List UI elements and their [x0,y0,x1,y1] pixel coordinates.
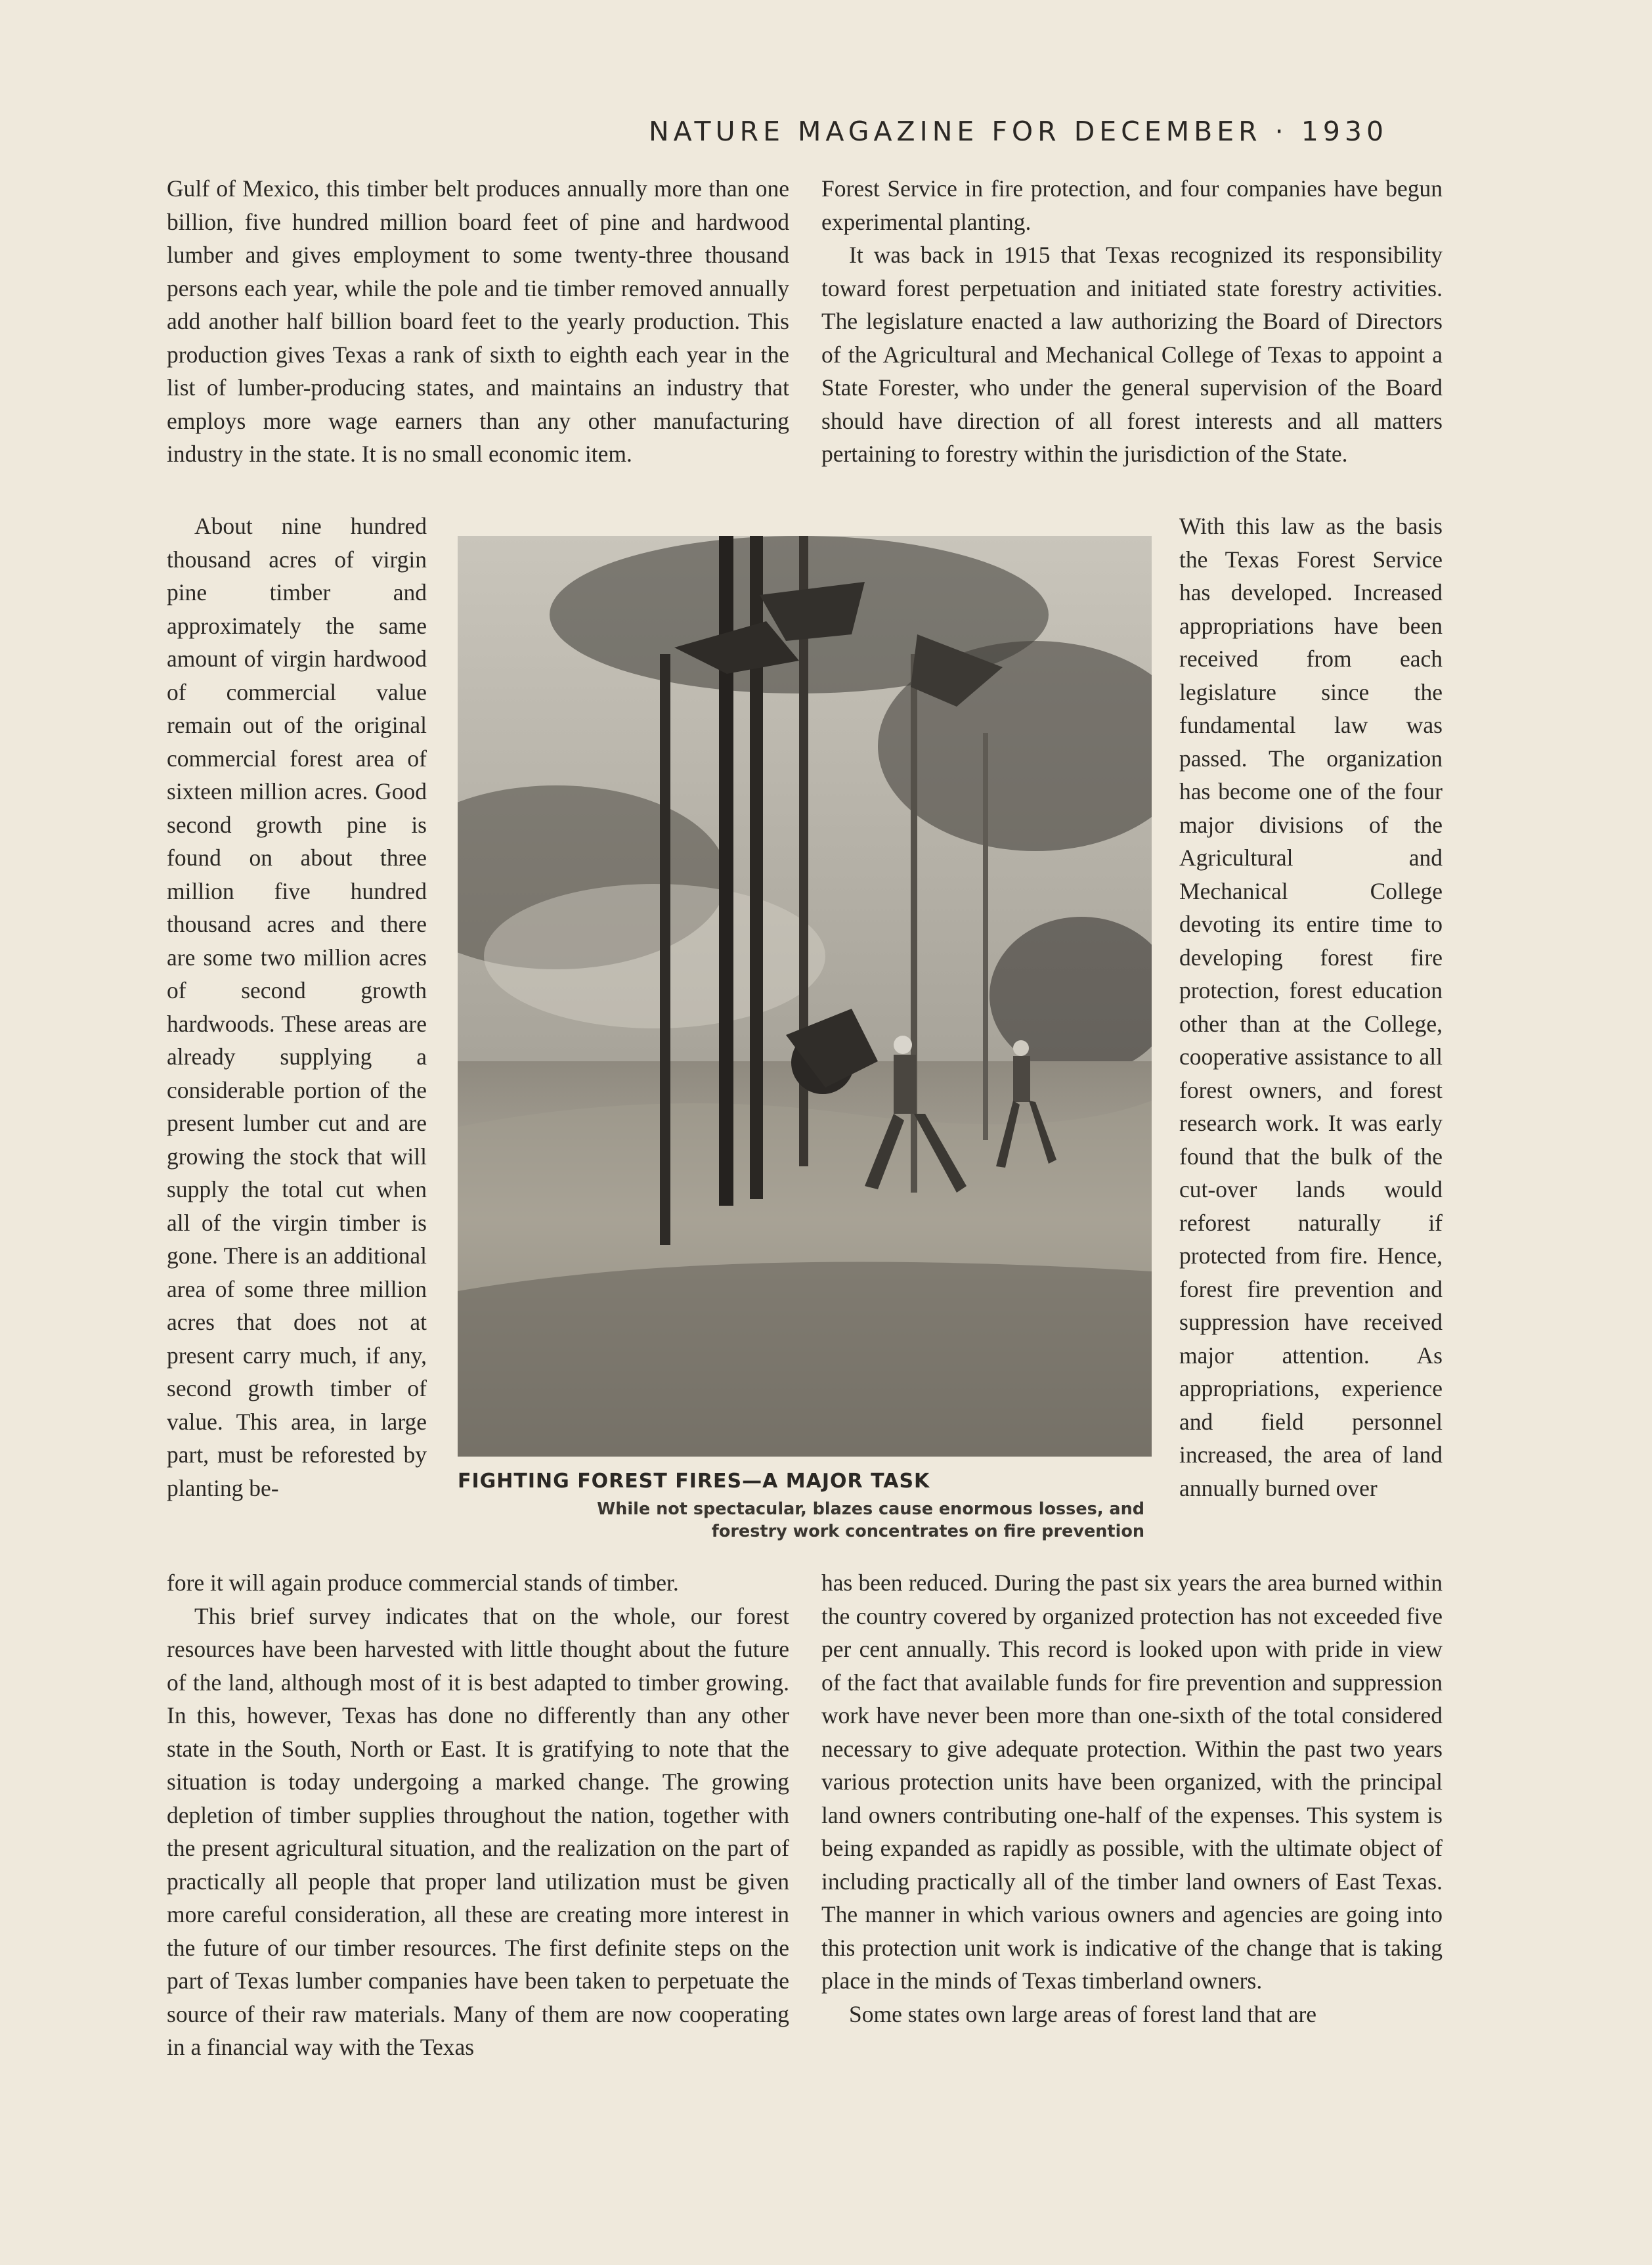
photo-men-fighting-forest-fire [458,536,1152,1457]
running-header: NATURE MAGAZINE FOR DECEMBER · 1930 [649,116,1389,147]
caption-line: forestry work concentrates on fire prevention [711,1522,1144,1541]
right-column-top [821,172,1443,471]
paragraph: This brief survey indicates that on the whole, our forest resources have been harvested with little thought about the future of the land, although most of it is best adapted to timber growing. In this, however, Texas has done no differently than any other state in the South, North or East. It is gratifying to note that the situation is today undergoing a marked change. The growing depletion of timber supplies throughout the nation, together with the present agricultural situation, and the realization on the part of practically all people that proper land utilization must be given more careful consideration, all these are creating more interest in the future of our timber resources. The first definite steps on the part of Texas lumber companies have been taken to perpetuate the source of their raw materials. Many of them are now cooperating in a financial way with the Texas [167,1602,789,2060]
figure-caption-text [458,1498,1144,1543]
left-column-bottom [167,1566,789,2064]
paragraph: With this law as the basis the Texas Forest Service has developed. Increased appropriations have been received from each legislature since the fundamental law was passed. The organization has become one of the four major divisions of the Agricultural and Mechanical College devoting its entire time to developing forest fire protection, forest education other than at the College, cooperative assistance to all forest owners, and forest research work. It was early found that the bulk of the cut-over lands would reforest naturally if protected from fire. Hence, forest fire prevention and suppression have received major attention. As appropriations, experience and field personnel increased, the area of land annually burned over [1179,513,1443,1501]
paragraph: Forest Service in fire protection, and four companies have begun experimental planting. [821,175,1443,235]
right-column-wrap [1179,510,1443,1505]
paragraph: has been reduced. During the past six years the area burned within the country covered by organized protection has not exceeded five per cent annually. This record is looked upon with pride in view of the fact that available funds for fire prevention and suppression work have never been more than one-sixth of the total considered necessary to give adequate protection. Within the past two years various protection units have been organized, with the principal land owners contributing one-half of the expenses. This system is being expanded as rapidly as possible, with the ultimate object of including practically all of the timber land owners of East Texas. The manner in which various owners and agencies are going into this protection unit work is indicative of the change that is taking place in the minds of Texas timberland owners. [821,1570,1443,1994]
paragraph: About nine hundred thousand acres of virgin pine timber and approximately the same amount of virgin hardwood of commercial value remain out of the original commercial forest area of sixteen million acres. Good second growth pine is found on about three million five hundred thousand acres and there are some two million acres of second growth hardwoods. These areas are already supplying a considerable portion of the present lumber cut and are growing the stock that will supply the total cut when all of the virgin timber is gone. There is an additional area of some three million acres that does not at present carry much, if any, second growth timber of value. This area, in large part, must be reforested by planting be- [167,513,427,1501]
caption-line: While not spectacular, blazes cause enormous losses, and [597,1499,1144,1519]
paragraph: Gulf of Mexico, this timber belt produces annually more than one billion, five hundred million board feet of pine and hardwood lumber and gives employment to some twenty-three thousand persons each year, while the pole and tie timber removed annually add another half billion board feet to the yearly production. This production gives Texas a rank of sixth to eighth each year in the list of lumber-producing states, and maintains an industry that employs more wage earners than any other manufacturing industry in the state. It is no small economic item. [167,175,789,467]
paragraph: fore it will again produce commercial stands of timber. [167,1570,679,1596]
left-column-top [167,172,789,471]
right-column-bottom [821,1566,1443,2031]
paragraph: It was back in 1915 that Texas recognized its responsibility toward forest perpetuation and initiated state forestry activities. The legislature enacted a law authorizing the Board of Directors of the Agricultural and Mechanical College of Texas to appoint a State Forester, who under the general supervision of the Board should have direction of all forest interests and all matters pertaining to forestry within the jurisdiction of the State. [821,242,1443,467]
paragraph: Some states own large areas of forest land that are [849,2000,1317,2027]
figure-caption-title: FIGHTING FOREST FIRES—A MAJOR TASK [458,1470,930,1493]
forest-fire-photo [458,536,1152,1457]
left-column-wrap [167,510,427,1505]
